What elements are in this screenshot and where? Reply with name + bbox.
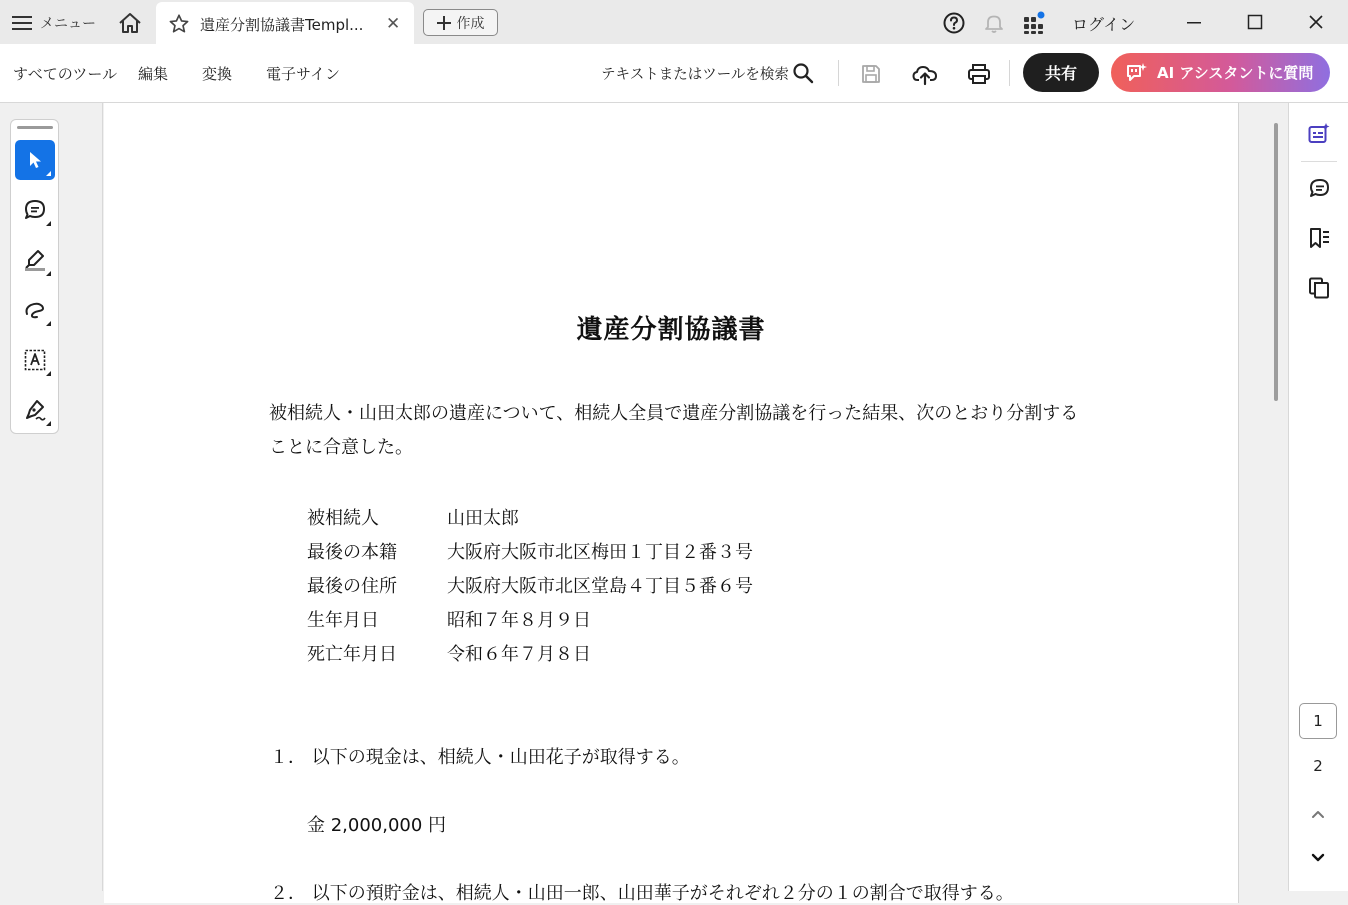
create-button[interactable] <box>423 9 498 36</box>
cloud-upload-icon <box>912 62 938 86</box>
comments-icon <box>1307 177 1331 201</box>
minimize-button[interactable] <box>1182 10 1206 34</box>
toolbar-divider <box>838 60 839 86</box>
ai-summary-icon <box>1307 122 1331 146</box>
info-row <box>307 606 591 632</box>
comments-panel-button[interactable] <box>1306 176 1332 202</box>
menu-button[interactable] <box>12 10 96 36</box>
save-icon <box>860 63 882 85</box>
quick-tools <box>10 119 59 434</box>
save-button[interactable] <box>857 60 885 88</box>
info-row <box>307 538 753 564</box>
info-row <box>307 572 753 598</box>
share-label: 共有 <box>1044 64 1077 83</box>
cash-amount: 金 2,000,000 円 <box>307 815 447 836</box>
draw-tool[interactable] <box>15 290 55 330</box>
info-row <box>307 504 519 530</box>
help-button[interactable] <box>942 11 966 35</box>
menu-convert[interactable]: 変換 <box>202 65 233 83</box>
submenu-indicator <box>46 321 51 326</box>
apps-grid-icon <box>1022 11 1046 35</box>
right-rail <box>1288 103 1348 891</box>
printer-icon <box>967 63 991 85</box>
left-tool-panel <box>0 103 103 891</box>
chevron-up-icon <box>1310 807 1326 823</box>
plus-icon <box>437 16 451 30</box>
intro-paragraph: 被相続人・山田太郎の遺産について、相続人全員で遺産分割協議を行った結果、次のとおり分割することに合意した。 <box>269 403 1079 458</box>
print-button[interactable] <box>965 60 993 88</box>
ai-assistant-button[interactable] <box>1111 53 1330 92</box>
text-box-tool[interactable] <box>15 340 55 380</box>
submenu-indicator <box>46 171 51 176</box>
create-label: 作成 <box>456 15 485 32</box>
submenu-indicator <box>46 421 51 426</box>
ai-assistant-label: AI アシスタントに質問 <box>1157 64 1314 82</box>
bookmarks-button[interactable] <box>1306 225 1332 251</box>
info-key: 生年月日 <box>307 610 379 631</box>
menu-esign[interactable]: 電子サイン <box>266 65 340 83</box>
maximize-button[interactable] <box>1243 10 1267 34</box>
pages-icon <box>1307 276 1331 300</box>
info-row <box>307 640 591 666</box>
page-thumbnails-button[interactable] <box>1306 275 1332 301</box>
maximize-icon <box>1247 14 1263 30</box>
search-field[interactable]: テキストまたはツールを検索 <box>601 67 789 83</box>
star-icon[interactable] <box>168 13 190 35</box>
info-value: 大阪府大阪市北区梅田１丁目２番３号 <box>447 542 753 563</box>
toolbar-divider <box>1009 60 1010 86</box>
info-value: 昭和７年８月９日 <box>447 610 591 631</box>
chevron-down-icon <box>1310 849 1326 865</box>
home-button[interactable] <box>116 10 144 36</box>
select-tool[interactable] <box>15 140 55 180</box>
pen-sign-icon <box>23 398 47 422</box>
highlight-tool[interactable] <box>15 240 55 280</box>
tab-title: 遺産分割協議書Templ... <box>200 16 364 34</box>
clause-2: ２． 以下の預貯金は、相続人・山田一郎、山田華子がそれぞれ２分の１の割合で取得する。 <box>270 883 1014 904</box>
title-bar <box>0 0 1348 44</box>
clause-1: １． 以下の現金は、相続人・山田花子が取得する。 <box>270 747 690 768</box>
close-icon <box>1308 14 1324 30</box>
document-viewer[interactable] <box>104 103 1288 904</box>
info-value: 大阪府大阪市北区堂島４丁目５番６号 <box>447 576 753 597</box>
document-tab[interactable] <box>156 2 414 44</box>
page-current-label: 1 <box>1313 712 1323 730</box>
bell-icon <box>983 12 1005 34</box>
ai-summary-button[interactable] <box>1306 121 1332 147</box>
comment-tool[interactable] <box>15 190 55 230</box>
highlighter-icon <box>23 248 47 272</box>
notifications-button[interactable] <box>982 11 1006 35</box>
share-button[interactable] <box>1023 53 1099 92</box>
main-toolbar <box>0 44 1348 103</box>
menu-label: メニュー <box>40 16 96 32</box>
tab-close-icon[interactable]: ✕ <box>386 14 401 34</box>
home-icon <box>118 12 142 34</box>
next-page-button[interactable] <box>1306 845 1330 869</box>
info-value: 令和６年７月８日 <box>447 644 591 665</box>
submenu-indicator <box>46 271 51 276</box>
info-key: 最後の本籍 <box>307 542 397 563</box>
help-icon <box>943 12 965 34</box>
bookmark-icon <box>1307 226 1331 250</box>
close-window-button[interactable] <box>1304 10 1328 34</box>
search-icon[interactable] <box>792 62 814 84</box>
submenu-indicator <box>46 371 51 376</box>
page-next-label: 2 <box>1313 757 1323 775</box>
drag-handle[interactable] <box>17 126 53 129</box>
hamburger-icon <box>12 15 32 31</box>
previous-page-button[interactable] <box>1306 803 1330 827</box>
cursor-icon <box>26 150 44 170</box>
page-number-next[interactable] <box>1299 751 1337 781</box>
menu-all-tools[interactable]: すべてのツール <box>13 65 118 83</box>
comment-icon <box>23 198 47 222</box>
pdf-page[interactable] <box>104 103 1239 903</box>
menu-edit[interactable]: 編集 <box>138 65 169 83</box>
text-box-icon <box>23 348 47 372</box>
ai-assistant-icon <box>1125 61 1149 85</box>
info-key: 被相続人 <box>307 508 379 529</box>
login-link[interactable]: ログイン <box>1072 15 1136 34</box>
vertical-scrollbar[interactable] <box>1274 123 1278 401</box>
info-key: 死亡年月日 <box>307 644 397 665</box>
minimize-icon <box>1186 14 1202 30</box>
freehand-draw-icon <box>23 298 47 322</box>
submenu-indicator <box>46 221 51 226</box>
info-key: 最後の住所 <box>307 576 397 597</box>
document-title: 遺産分割協議書 <box>576 315 766 345</box>
sign-tool[interactable] <box>15 390 55 430</box>
rail-divider <box>1301 161 1337 162</box>
page-number-current[interactable] <box>1299 703 1337 739</box>
upload-button[interactable] <box>911 60 939 88</box>
info-value: 山田太郎 <box>447 508 519 529</box>
apps-button[interactable] <box>1022 11 1046 35</box>
